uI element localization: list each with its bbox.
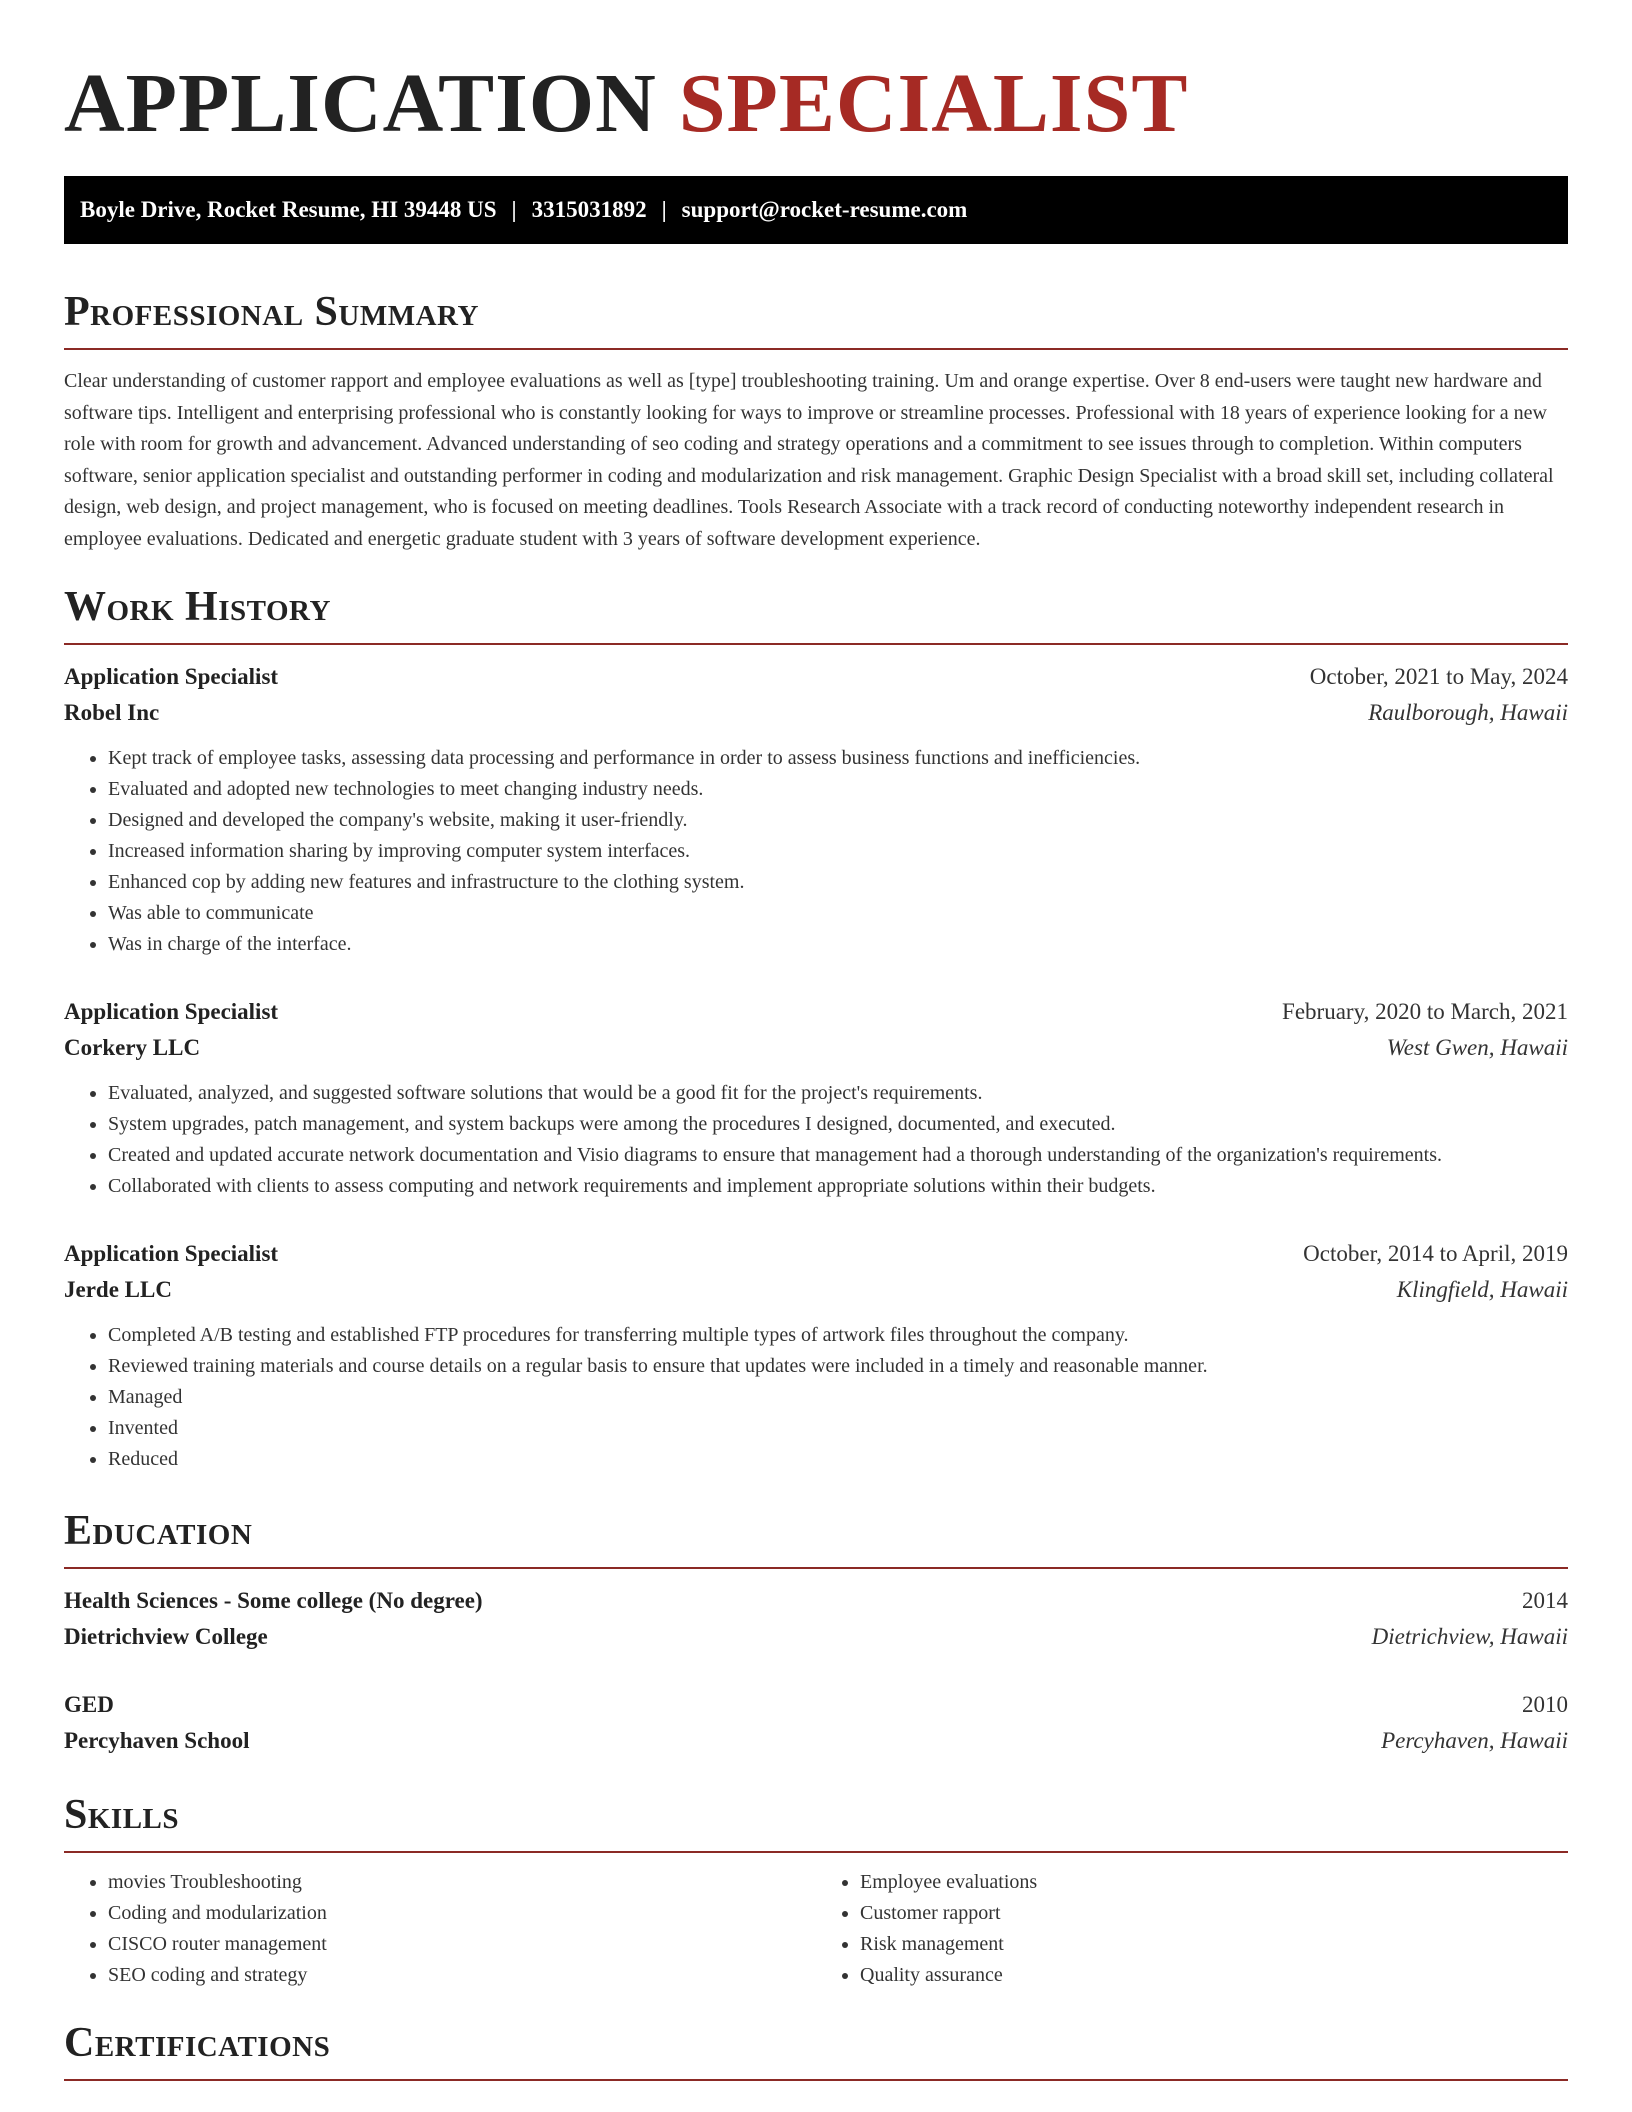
job-header-row — [64, 1236, 1568, 1272]
section-title-skills: Skills — [64, 1789, 1568, 1853]
job-dates: October, 2014 to April, 2019 — [1303, 1241, 1568, 1266]
skills-list-right — [816, 1867, 1568, 1991]
education-degree-row — [64, 1583, 1568, 1619]
job-entry — [64, 1236, 1568, 1475]
section-title-certifications: Certifications — [64, 2017, 1568, 2081]
name-first: APPLICATION — [64, 57, 657, 150]
job-dates: February, 2020 to March, 2021 — [1282, 999, 1568, 1024]
job-bullets — [64, 1320, 1568, 1475]
skill-item: • movies Troubleshooting — [108, 1867, 816, 1898]
summary-text: Clear understanding of customer rapport and employee evaluations as well as [type] troubleshooting training. Um and orange expertise. Over 8 end-users were taught new hardware and software tips. Intelligent and enterprising professional who is constantly looking for ways to improve or streamline processes. Professional with 18 years of experience looking for a new role with room for growth and advancement. Advanced understanding of seo coding and strategy operations and a commitment to see issues through to completion. Within computers software, senior application specialist and outstanding performer in coding and modularization and risk management. Graphic Design Specialist with a broad skill set, including collateral design, web design, and project management, who is focused on meeting deadlines. Tools Research Associate with a track record of conducting noteworthy independent research in employee evaluations. Dedicated and energetic graduate student with 3 years of software development experience. — [64, 370, 1554, 550]
skill-item: • Quality assurance — [860, 1960, 1568, 1991]
contact-email: support@rocket-resume.com — [681, 197, 968, 222]
job-bullet: • Enhanced cop by adding new features and infrastructure to the clothing system. — [108, 867, 1568, 898]
job-role: Application Specialist — [64, 999, 279, 1024]
contact-phone: 3315031892 — [531, 197, 647, 222]
education-year: 2014 — [1522, 1588, 1568, 1613]
skill-item: • CISCO router management — [108, 1929, 816, 1960]
job-bullet: • Reduced — [108, 1444, 1568, 1475]
skill-item: • Coding and modularization — [108, 1898, 816, 1929]
job-role: Application Specialist — [64, 1241, 279, 1266]
job-bullet: • Was in charge of the interface. — [108, 929, 1568, 960]
job-bullet: • Collaborated with clients to assess computing and network requirements and implement appropriate solutions within their budgets. — [108, 1171, 1568, 1202]
job-entry — [64, 994, 1568, 1202]
job-bullet: • Reviewed training materials and course details on a regular basis to ensure that updates were included in a timely and reasonable manner. — [108, 1351, 1568, 1382]
contact-address: Boyle Drive, Rocket Resume, HI 39448 US — [80, 197, 497, 222]
education-entry — [64, 1583, 1568, 1655]
education-degree-row — [64, 1687, 1568, 1723]
job-dates: October, 2021 to May, 2024 — [1309, 664, 1568, 689]
contact-bar — [64, 176, 1568, 244]
name-last: SPECIALIST — [678, 57, 1189, 150]
job-role: Application Specialist — [64, 664, 279, 689]
job-bullet: • Kept track of employee tasks, assessing data processing and performance in order to assess business functions and inefficiencies. — [108, 743, 1568, 774]
job-location: West Gwen, Hawaii — [1386, 1035, 1568, 1060]
job-bullet: • System upgrades, patch management, and system backups were among the procedures I designed, documented, and executed. — [108, 1109, 1568, 1140]
job-header-row — [64, 994, 1568, 1030]
job-bullet: • Was able to communicate — [108, 898, 1568, 929]
job-company: Jerde LLC — [64, 1277, 172, 1302]
skills-list-left — [64, 1867, 816, 1991]
job-company-row — [64, 1272, 1568, 1308]
education-school: Dietrichview College — [64, 1624, 268, 1649]
job-bullet: • Increased information sharing by improving computer system interfaces. — [108, 836, 1568, 867]
education-degree: Health Sciences - Some college (No degree) — [64, 1588, 483, 1613]
job-header-row — [64, 659, 1568, 695]
job-bullet: • Invented — [108, 1413, 1568, 1444]
job-bullets — [64, 1078, 1568, 1202]
skill-item: • Customer rapport — [860, 1898, 1568, 1929]
job-entry — [64, 659, 1568, 960]
job-bullet: • Evaluated and adopted new technologies to meet changing industry needs. — [108, 774, 1568, 805]
education-year: 2010 — [1522, 1692, 1568, 1717]
job-bullet: • Designed and developed the company's website, making it user-friendly. — [108, 805, 1568, 836]
job-company-row — [64, 1030, 1568, 1066]
contact-separator: | — [661, 197, 667, 222]
job-bullet: • Managed — [108, 1382, 1568, 1413]
education-school-row — [64, 1723, 1568, 1759]
skill-item: • SEO coding and strategy — [108, 1960, 816, 1991]
job-bullet: • Completed A/B testing and established FTP procedures for transferring multiple types of artwork files throughout the company. — [108, 1320, 1568, 1351]
education-school-row — [64, 1619, 1568, 1655]
job-bullet: • Created and updated accurate network documentation and Visio diagrams to ensure that management had a thorough understanding of the organization's requirements. — [108, 1140, 1568, 1171]
education-location: Dietrichview, Hawaii — [1371, 1624, 1568, 1649]
resume-name — [64, 0, 1568, 152]
job-company: Robel Inc — [64, 700, 160, 725]
job-company: Corkery LLC — [64, 1035, 201, 1060]
education-location: Percyhaven, Hawaii — [1381, 1728, 1568, 1753]
job-location: Klingfield, Hawaii — [1396, 1277, 1568, 1302]
contact-separator: | — [511, 197, 517, 222]
job-company-row — [64, 695, 1568, 731]
job-location: Raulborough, Hawaii — [1368, 700, 1568, 725]
section-title-work-history: Work History — [64, 581, 1568, 645]
section-title-summary: Professional Summary — [64, 286, 1568, 350]
education-degree: GED — [64, 1692, 114, 1717]
job-bullets — [64, 743, 1568, 960]
skill-item: • Risk management — [860, 1929, 1568, 1960]
section-title-education: Education — [64, 1505, 1568, 1569]
skill-item: • Employee evaluations — [860, 1867, 1568, 1898]
skills-grid — [64, 1867, 1568, 1991]
job-bullet: • Evaluated, analyzed, and suggested software solutions that would be a good fit for the project's requirements. — [108, 1078, 1568, 1109]
education-school: Percyhaven School — [64, 1728, 250, 1753]
education-entry — [64, 1687, 1568, 1759]
